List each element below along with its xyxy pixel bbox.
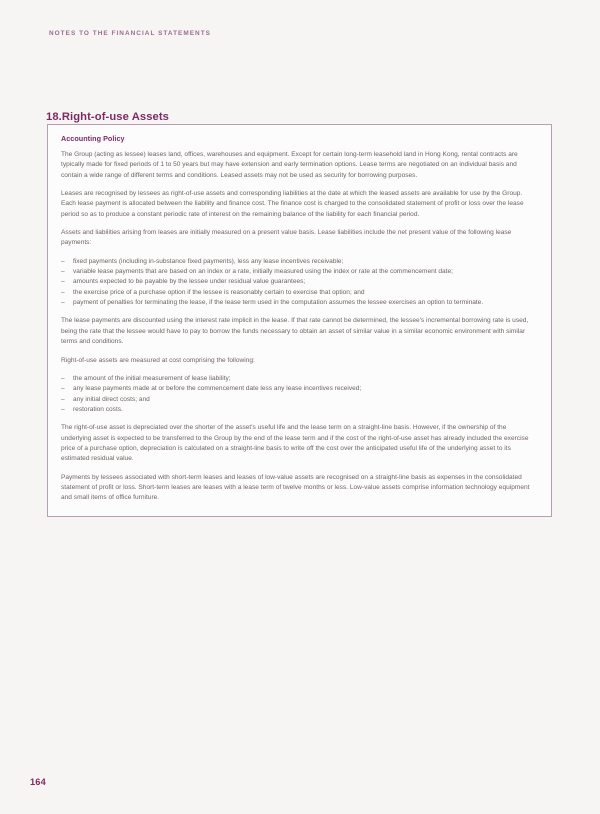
list-item (61, 267, 538, 277)
accounting-policy-heading: Accounting Policy (61, 134, 125, 143)
list-item-label: payment of penalties for terminating the lease, if the lease term used in the computation assumes the lessee exercises an option to terminate. (73, 299, 484, 307)
list-item (61, 298, 538, 308)
list-item-label: amounts expected to be payable by the lessee under residual value guarantees; (73, 278, 306, 286)
list-item (61, 405, 538, 415)
paragraph-measurement-intro: Assets and liabilities arising from leases are initially measured on a present value basis. Lease liabilities include the net present value of the following lease payments: (61, 229, 512, 247)
bullet-dash-icon: – (61, 405, 65, 413)
bullet-dash-icon: – (61, 268, 65, 276)
bullet-dash-icon: – (61, 278, 65, 286)
bullet-dash-icon: – (61, 395, 65, 403)
paragraph-cost-intro: Right-of-use assets are measured at cost comprising the following: (61, 356, 255, 364)
page-title: 18.Right-of-use Assets (46, 110, 170, 123)
lease-payment-list (61, 257, 538, 309)
paragraph-discount-rate: The lease payments are discounted using the interest rate implicit in the lease. If that rate cannot be determined, the lessee's incremental borrowing rate is used, being the rate that the lessee would have to pay to borrow the funds necessary to obtain an asset of similar value in a similar economic environment with similar terms and conditions. (61, 317, 529, 346)
list-item-label: the amount of the initial measurement of lease liability; (73, 374, 231, 382)
running-header: NOTES TO THE FINANCIAL STATEMENTS (49, 30, 211, 37)
paragraph-recognition: Leases are recognised by lessees as right-of-use assets and corresponding liabilities at the date at which the leased assets are available for use by the Group. Each lease payment is allocated between the liability and finance cost. The finance cost is charged to the consolidated statement of profit or loss over the lease period so as to produce a constant periodic rate of interest on the remaining balance of the liability for each financial period. (61, 190, 524, 218)
paragraph-depreciation: The right-of-use asset is depreciated over the shorter of the asset's useful life and the lease term on a straight-line basis. However, if the ownership of the underlying asset is expected to be transferred to the Group by the end of the lease term and if the cost of the right-of-use asset has already included the exercise price of a purchase option, depreciation is calculated on a straight-line basis to write off the cost over the anticipated useful life of the underlying asset to its estimated residual value. (61, 424, 529, 463)
list-item-label: variable lease payments that are based on an index or a rate, initially measured using the index or rate at the commencement date; (73, 268, 453, 276)
list-item-label: restoration costs. (73, 405, 123, 413)
bullet-dash-icon: – (61, 257, 65, 265)
paragraph-short-term-leases: Payments by lessees associated with short-term leases and leases of low-value assets are recognised on a straight-line basis as expenses in the consolidated statement of profit or loss. Short-term leases are leases with a lease term of twelve months or less. Low-value assets comprise information technology equipment and small items of office furniture. (61, 473, 530, 502)
bullet-dash-icon: – (61, 288, 65, 296)
list-item-label: the exercise price of a purchase option if the lessee is reasonably certain to exercise that option; and (73, 288, 365, 296)
list-item (61, 374, 538, 384)
accounting-policy-box (47, 124, 552, 517)
list-item (61, 384, 538, 394)
list-item (61, 257, 538, 267)
paragraph-lease-scope: The Group (acting as lessee) leases land, offices, warehouses and equipment. Except for certain long-term leasehold land in Hong Kong, rental contracts are typically made for fixed periods of 1 to 50 years but may have extension and early termination options. Lease terms are negotiated on an individual basis and contain a wide range of different terms and conditions. Leased assets may not be used as security for borrowing purposes. (61, 151, 518, 179)
cost-component-list (61, 374, 538, 415)
bullet-dash-icon: – (61, 374, 65, 382)
bullet-dash-icon: – (61, 299, 65, 307)
page-number: 164 (30, 777, 46, 787)
list-item (61, 277, 538, 287)
list-item (61, 395, 538, 405)
list-item (61, 288, 538, 298)
list-item-label: any lease payments made at or before the commencement date less any lease incentives received; (73, 385, 362, 393)
list-item-label: fixed payments (including in-substance fixed payments), less any lease incentives receivable; (73, 257, 344, 265)
list-item-label: any initial direct costs; and (73, 395, 150, 403)
bullet-dash-icon: – (61, 385, 65, 393)
